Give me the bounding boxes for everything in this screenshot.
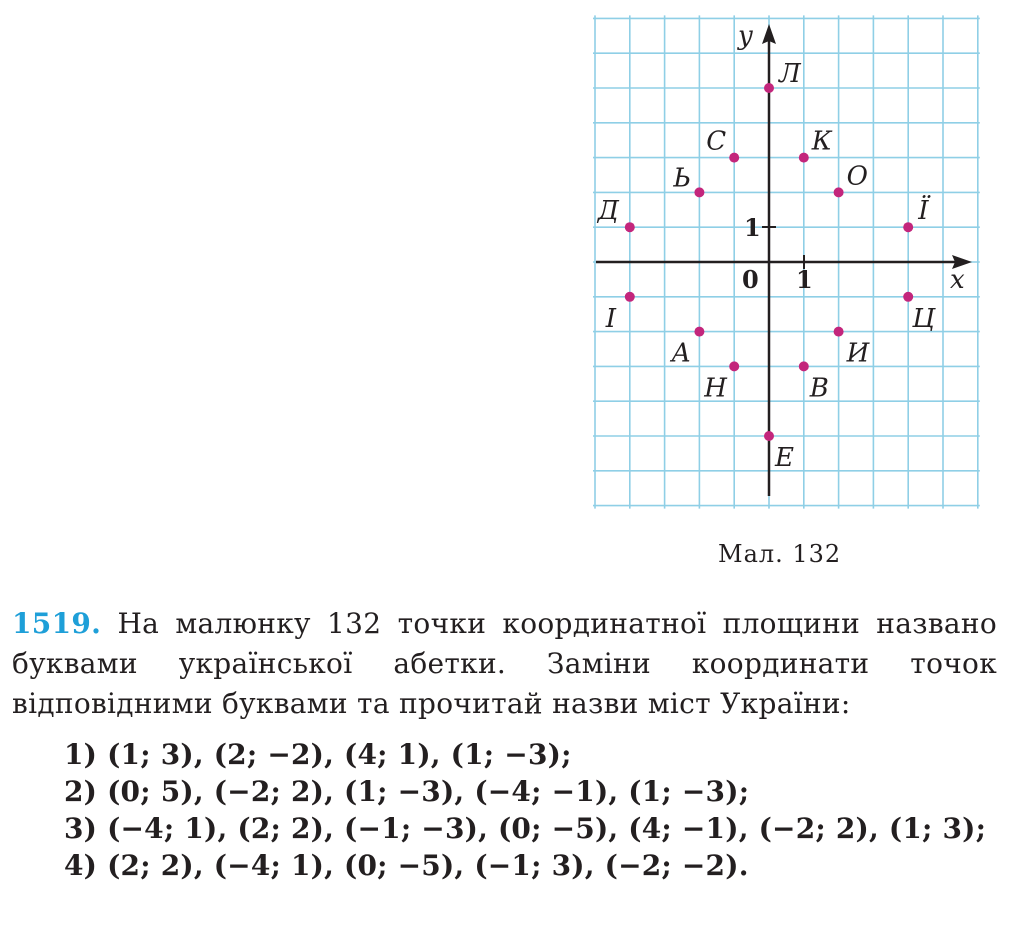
point-label: Ц [912, 303, 935, 334]
point-marker [625, 222, 635, 232]
point-marker [903, 292, 913, 302]
point-marker [799, 361, 809, 371]
point-label: С [706, 126, 727, 157]
point-label: Е [775, 443, 794, 473]
point-marker [694, 327, 704, 337]
y-one-label: 1 [744, 213, 761, 242]
point-label: О [846, 161, 868, 192]
point-marker [694, 187, 704, 197]
task-item: 3) (−4; 1), (2; 2), (−1; −3), (0; −5), (4; −1), (−2; 2), (1; 3); [64, 812, 987, 845]
problem-1519 [12, 604, 997, 884]
point-marker [764, 431, 774, 441]
point-label: І [605, 303, 617, 334]
points [597, 59, 936, 473]
x-axis-label: x [950, 265, 965, 295]
problem-number: 1519. [12, 607, 102, 640]
point-label: Ь [673, 163, 691, 194]
point-label: К [811, 126, 832, 157]
point-marker [834, 187, 844, 197]
y-axis-arrow-icon [762, 24, 776, 44]
point-label: А [671, 338, 692, 369]
point-marker [834, 327, 844, 337]
figure-caption: Мал. 132 [718, 540, 842, 568]
point-label: Ї [918, 196, 929, 227]
point-label: Л [779, 59, 801, 89]
problem-text: На малюнку 132 точки координатної площини названо буквами української абетки. Заміни координати точок відповідними буквами та прочитай назви міст України: [12, 607, 998, 720]
point-marker [764, 83, 774, 93]
point-label: В [809, 373, 829, 404]
point-marker [729, 153, 739, 163]
task-item: 4) (2; 2), (−4; 1), (0; −5), (−1; 3), (−2; −2). [64, 849, 749, 882]
axes [596, 21, 972, 496]
y-axis-label: y [738, 21, 753, 51]
point-marker [799, 153, 809, 163]
problem-statement [12, 604, 997, 724]
origin-label: 0 [742, 265, 759, 294]
point-marker [625, 292, 635, 302]
point-label: Н [704, 373, 727, 404]
point-label: Д [597, 196, 619, 227]
point-marker [903, 222, 913, 232]
point-label: И [846, 338, 870, 369]
task-list [64, 736, 997, 884]
task-item: 1) (1; 3), (2; −2), (4; 1), (1; −3); [64, 738, 572, 771]
x-one-label: 1 [796, 265, 813, 294]
task-item: 2) (0; 5), (−2; 2), (1; −3), (−4; −1), (1; −3); [64, 775, 750, 808]
point-marker [729, 361, 739, 371]
